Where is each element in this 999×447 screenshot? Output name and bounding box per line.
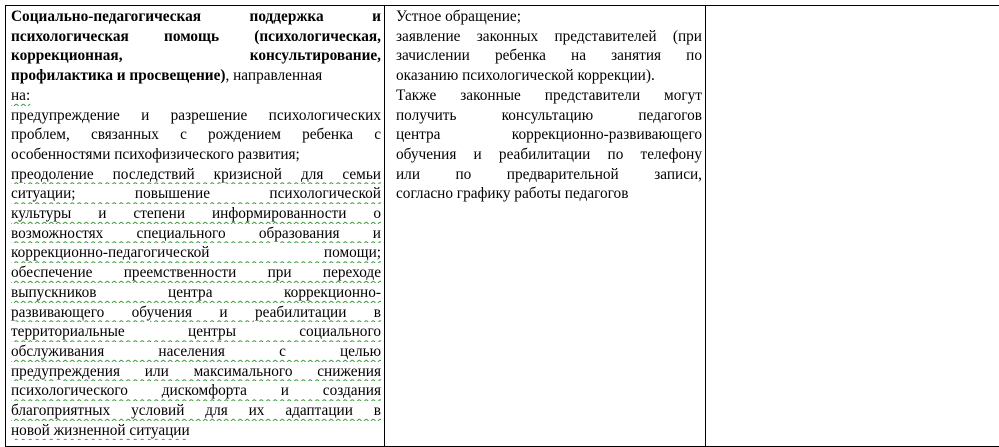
text-run: особенностями психофизического развития; xyxy=(11,145,300,163)
text-line xyxy=(11,86,381,106)
text-run: , направленная xyxy=(225,67,323,85)
text-line xyxy=(396,145,702,165)
text-run: коррекционно-педагогической помощи; xyxy=(11,244,381,262)
service-description-text xyxy=(6,6,384,440)
services-table xyxy=(5,5,999,447)
text-run: обеспечение преемственности при переходе xyxy=(11,264,381,282)
text-run: Также законные представители могут xyxy=(396,86,702,104)
text-line xyxy=(396,27,702,47)
service-description-cell xyxy=(6,6,385,447)
text-line xyxy=(396,165,702,185)
how-to-apply-text xyxy=(385,6,705,204)
text-line xyxy=(11,145,381,165)
empty-cell-text xyxy=(706,6,999,7)
text-run: развивающего обучения и реабилитации в xyxy=(11,303,381,321)
text-line xyxy=(11,381,381,401)
text-run: профилактика и просвещение) xyxy=(11,67,226,85)
text-run: оказанию психологической коррекции). xyxy=(396,67,655,85)
text-run: или по предварительной записи, xyxy=(396,165,702,183)
text-run: новой жизненной ситуации xyxy=(11,421,190,439)
text-line xyxy=(396,106,702,126)
text-run: центра коррекционно-развивающего xyxy=(396,126,702,144)
text-line xyxy=(396,66,702,86)
text-run: ситуации; повышение психологической xyxy=(11,185,381,203)
empty-cell xyxy=(706,6,999,447)
text-run: коррекционная, консультирование, xyxy=(11,47,381,65)
text-run: культуры и степени информированности о xyxy=(11,205,381,223)
text-line xyxy=(11,263,381,283)
text-line xyxy=(396,46,702,66)
text-run: психологическая помощь (психологическая, xyxy=(11,27,381,45)
text-run: заявление законных представителей (при xyxy=(396,27,702,45)
text-line xyxy=(11,342,381,362)
text-line xyxy=(11,204,381,224)
text-run: территориальные центры социального xyxy=(11,323,381,341)
text-line xyxy=(11,7,381,27)
text-run: благоприятных условий для их адаптации в xyxy=(11,402,381,420)
text-line xyxy=(396,184,702,204)
table-row xyxy=(6,6,999,447)
text-line xyxy=(11,66,381,86)
text-line xyxy=(11,421,381,441)
text-run: получить консультацию педагогов xyxy=(396,106,702,124)
text-run: проблем, связанных с рождением ребенка с xyxy=(11,126,381,144)
text-line xyxy=(396,125,702,145)
text-line xyxy=(11,401,381,421)
text-line xyxy=(11,27,381,47)
text-run: психологического дискомфорта и создания xyxy=(11,382,381,400)
text-line xyxy=(11,165,381,185)
text-run: на: xyxy=(11,86,31,104)
text-line xyxy=(11,106,381,126)
text-line xyxy=(11,46,381,66)
text-run: Устное обращение; xyxy=(396,8,521,25)
text-line xyxy=(396,7,702,27)
text-line xyxy=(11,184,381,204)
text-run: обслуживания населения с целью xyxy=(11,342,381,360)
text-run: предупреждения или максимального снижения xyxy=(11,362,381,380)
text-run: обучения и реабилитации по телефону xyxy=(396,145,702,163)
text-line xyxy=(11,362,381,382)
text-line xyxy=(396,86,702,106)
text-run: предупреждение и разрешение психологических xyxy=(11,106,381,124)
text-line xyxy=(11,283,381,303)
how-to-apply-cell xyxy=(385,6,706,447)
text-run: зачислении ребенка на занятия по xyxy=(396,47,702,65)
text-line xyxy=(11,322,381,342)
text-line xyxy=(11,303,381,323)
text-run: согласно графику работы педагогов xyxy=(396,185,629,203)
text-line xyxy=(11,224,381,244)
text-run: выпускников центра коррекционно- xyxy=(11,283,381,301)
text-run: преодоление последствий кризисной для семьи xyxy=(11,165,381,183)
text-run: возможностях специального образования и xyxy=(11,224,381,242)
text-line xyxy=(11,243,381,263)
text-run: Социально-педагогическая поддержка и xyxy=(11,8,381,25)
text-line xyxy=(11,125,381,145)
